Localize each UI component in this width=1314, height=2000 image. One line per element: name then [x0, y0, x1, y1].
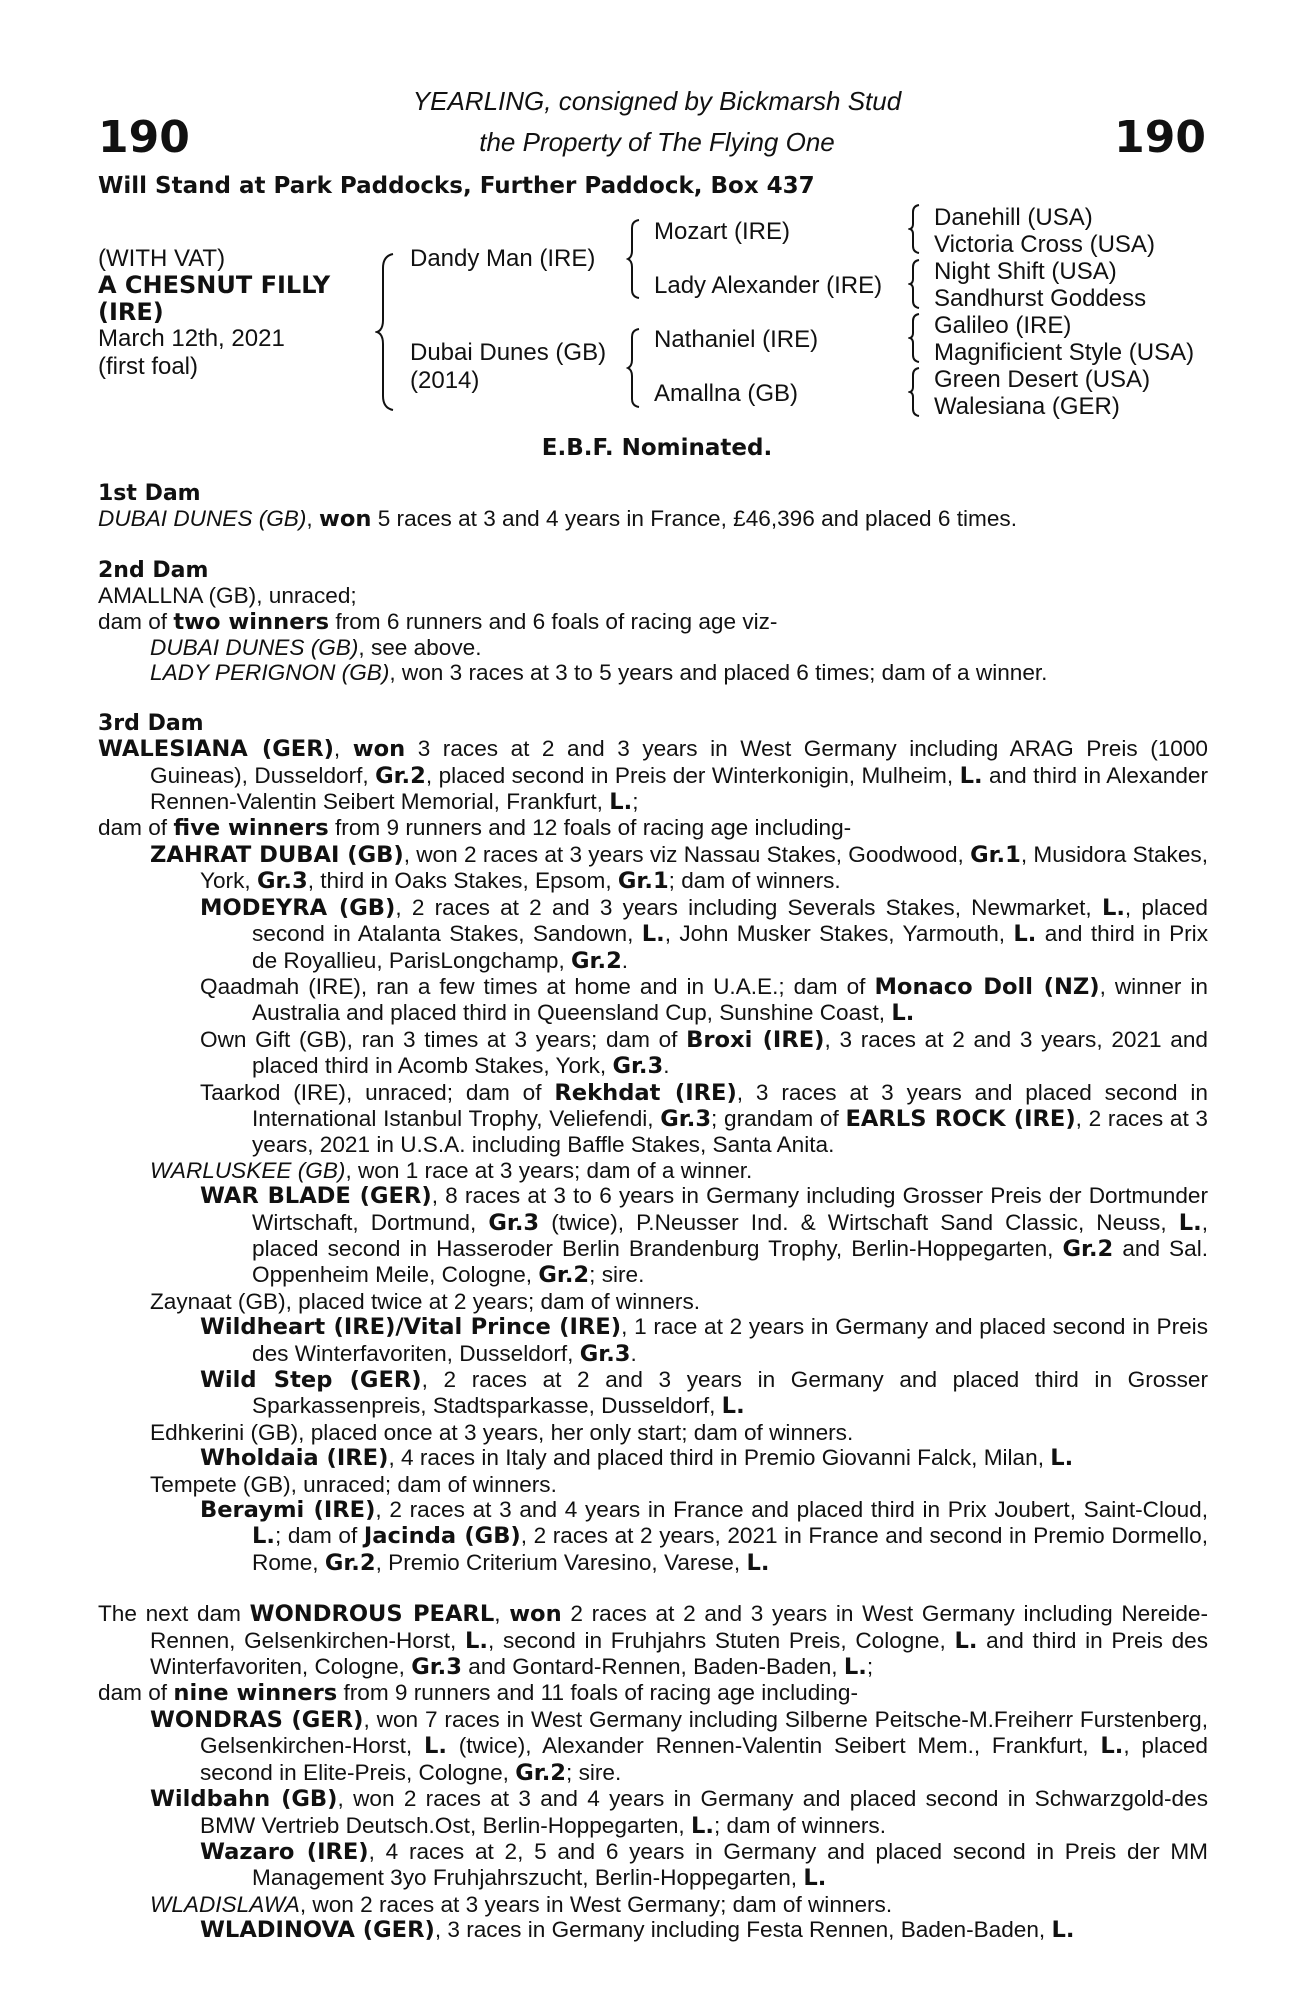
pedigree-sdd: Sandhurst Goddess — [934, 285, 1147, 312]
offspring-wazaro: Wazaro (IRE), 4 races at 2, 5 and 6 years in Germany and placed second in Preis der MM Management 3yo Fruhjahrszucht, Berlin-Hoppegarten, L. — [200, 1838, 1208, 1892]
second-dam-offspring-2: LADY PERIGNON (GB), won 3 races at 3 to 5 years and placed 6 times; dam of a winner. — [150, 660, 1048, 686]
offspring-taarkod: Taarkod (IRE), unraced; dam of Rekhdat (IRE), 3 races at 3 years and placed second in International Istanbul Trophy, Veliefendi, Gr.3; grandam of EARLS ROCK (IRE), 2 races at 3 years, 2021 in U.S.A. including Baffle Stakes, Santa Anita. — [200, 1079, 1208, 1158]
pedigree-brace-sd — [908, 258, 922, 310]
second-dam-offspring-1: DUBAI DUNES (GB), see above. — [150, 635, 482, 661]
third-dam-record: WALESIANA (GER), won 3 races at 2 and 3 years in West Germany including ARAG Preis (1000 Guineas), Dusseldorf, Gr.2, placed second in Preis der Winterkonigin, Mulheim, L. and third in Alexander Rennen-Valentin Seibert Memorial, Frankfurt, L.; — [98, 736, 1208, 816]
second-dam-heading: 2nd Dam — [98, 557, 209, 583]
offspring-wladislawa: WLADISLAWA, won 2 races at 3 years in West Germany; dam of winners. — [150, 1891, 893, 1917]
stand-location: Will Stand at Park Paddocks, Further Paddock, Box 437 — [98, 173, 815, 199]
pedigree-sire: Dandy Man (IRE) — [410, 245, 596, 272]
pedigree-sss: Danehill (USA) — [934, 204, 1093, 231]
lot-number-right: 190 — [1114, 112, 1206, 163]
offspring-wholdaia: Wholdaia (IRE), 4 races in Italy and placed third in Premio Giovanni Falck, Milan, L. — [200, 1445, 1074, 1472]
pedigree-dss: Galileo (IRE) — [934, 312, 1072, 339]
offspring-own-gift: Own Gift (GB), ran 3 times at 3 years; dam of Broxi (IRE), 3 races at 2 and 3 years, 2021 and placed third in Acomb Stakes, York, Gr.3. — [200, 1026, 1208, 1080]
pedigree-dsd: Magnificient Style (USA) — [934, 339, 1195, 366]
pedigree-dam-sire: Nathaniel (IRE) — [654, 326, 819, 353]
offspring-war-blade: WAR BLADE (GER), 8 races at 3 to 6 years in Germany including Grosser Preis der Dortmunder Wirtschaft, Dortmund, Gr.3 (twice), P.Neusser Ind. & Wirtschaft Sand Classic, Neuss, L., placed second in Hasseroder Berlin Brandenburg Trophy, Berlin-Hoppegarten, Gr.2 and Sal. Oppenheim Meile, Cologne, Gr.2; sire. — [200, 1183, 1208, 1289]
offspring-warluskee: WARLUSKEE (GB), won 1 race at 3 years; dam of a winner. — [150, 1157, 753, 1183]
vat-note: (WITH VAT) — [98, 245, 226, 272]
next-dam-record: The next dam WONDROUS PEARL, won 2 races at 2 and 3 years in West Germany including Nereide-Rennen, Gelsenkirchen-Horst, L., second in Fruhjahrs Stuten Preis, Cologne, L. and third in Preis des Winterfavoriten, Cologne, Gr.3 and Gontard-Rennen, Baden-Baden, L.; — [98, 1601, 1209, 1681]
offspring-wild-step: Wild Step (GER), 2 races at 2 and 3 years in Germany and placed third in Grosser Sparkassenpreis, Stadtsparkasse, Dusseldorf, L. — [200, 1367, 1208, 1420]
pedigree-sire-dam: Lady Alexander (IRE) — [654, 272, 883, 299]
pedigree-brace-ds — [908, 312, 922, 364]
pedigree-brace-ss — [908, 203, 922, 255]
pedigree-ddd: Walesiana (GER) — [934, 393, 1120, 420]
offspring-wondras: WONDRAS (GER), won 7 races in West Germany including Silberne Peitsche-M.Freiherr Furstenberg, Gelsenkirchen-Horst, L. (twice), Alexander Rennen-Valentin Seibert Mem., Frankfurt, L., placed second in Elite-Preis, Cologne, Gr.2; sire. — [150, 1706, 1208, 1786]
third-dam-produce-line: dam of five winners from 9 runners and 12 foals of racing age including- — [98, 815, 852, 842]
offspring-wildheart: Wildheart (IRE)/Vital Prince (IRE), 1 race at 2 years in Germany and placed second in Preis des Winterfavoriten, Dusseldorf, Gr.3. — [200, 1314, 1208, 1367]
pedigree-brace-dd — [908, 366, 922, 418]
consignor-line: YEARLING, consigned by Bickmarsh Stud — [412, 86, 902, 116]
won-label: won — [318, 506, 372, 533]
first-dam-heading: 1st Dam — [98, 481, 201, 506]
foal-note: (first foal) — [98, 353, 199, 380]
offspring-wildbahn: Wildbahn (GB), won 2 races at 3 and 4 years in Germany and placed second in Schwarzgold-des BMW Vertrieb Deutsch.Ost, Berlin-Hoppegarten, L.; dam of winners. — [150, 1786, 1208, 1839]
pedigree-dam: Dubai Dunes (GB) — [410, 339, 607, 366]
first-dam-entry: DUBAI DUNES (GB), won 5 races at 3 and 4 years in France, £46,396 and placed 6 times. — [98, 506, 1018, 533]
next-dam-produce-line: dam of nine winners from 9 runners and 11 foals of racing age including- — [98, 1680, 858, 1707]
pedigree-brace-dam — [626, 327, 642, 409]
offspring-qaadmah: Qaadmah (IRE), ran a few times at home and in U.A.E.; dam of Monaco Doll (NZ), winner in Australia and placed third in Queensland Cup, Sunshine Coast, L. — [200, 973, 1208, 1027]
pedigree-dam-year: (2014) — [410, 367, 480, 394]
property-line: the Property of The Flying One — [479, 127, 835, 157]
second-dam-produce-line: dam of two winners from 6 runners and 6 foals of racing age viz- — [98, 608, 778, 635]
winners-count: two winners — [173, 608, 330, 635]
offspring-zaynaat: Zaynaat (GB), placed twice at 2 years; dam of winners. — [150, 1288, 701, 1314]
ebf-nominated: E.B.F. Nominated. — [541, 435, 773, 461]
lot-title-country: (IRE) — [98, 298, 164, 326]
pedigree-dam-dam: Amallna (GB) — [654, 380, 799, 407]
pedigree-brace-main — [375, 252, 397, 412]
offspring-edhkerini: Edhkerini (GB), placed once at 3 years, her only start; dam of winners. — [150, 1419, 854, 1445]
lot-number-left: 190 — [98, 112, 190, 163]
third-dam-heading: 3rd Dam — [98, 710, 204, 736]
catalogue-body — [98, 481, 1208, 1944]
pedigree-dds: Green Desert (USA) — [934, 366, 1151, 393]
pedigree-ssd: Victoria Cross (USA) — [934, 231, 1155, 258]
offspring-beraymi: Beraymi (IRE), 2 races at 3 and 4 years in France and placed third in Prix Joubert, Saint-Cloud, L.; dam of Jacinda (GB), 2 races at 2 years, 2021 in France and second in Premio Dormello, Rome, Gr.2, Premio Criterium Varesino, Varese, L. — [200, 1497, 1208, 1576]
lot-title: A CHESNUT FILLY — [98, 271, 331, 299]
offspring-wladinova: WLADINOVA (GER), 3 races in Germany including Festa Rennen, Baden-Baden, L. — [200, 1917, 1075, 1944]
pedigree-sire-sire: Mozart (IRE) — [654, 218, 791, 245]
foaling-date: March 12th, 2021 — [98, 325, 285, 352]
pedigree-sds: Night Shift (USA) — [934, 258, 1117, 285]
offspring-tempete: Tempete (GB), unraced; dam of winners. — [150, 1471, 557, 1497]
second-dam-name-line: AMALLNA (GB), unraced; — [98, 583, 357, 609]
offspring-zahrat-dubai: ZAHRAT DUBAI (GB), won 2 races at 3 years viz Nassau Stakes, Goodwood, Gr.1, Musidora Stakes, York, Gr.3, third in Oaks Stakes, Epsom, Gr.1; dam of winners. — [150, 841, 1208, 895]
first-dam-text: 5 races at 3 and 4 years in France, £46,396 and placed 6 times. — [371, 506, 1018, 532]
offspring-modeyra: MODEYRA (GB), 2 races at 2 and 3 years including Severals Stakes, Newmarket, L., placed second in Atalanta Stakes, Sandown, L., John Musker Stakes, Yarmouth, L. and third in Prix de Royallieu, ParisLongchamp, Gr.2. — [200, 894, 1208, 974]
first-dam-name: DUBAI DUNES (GB) — [98, 506, 307, 532]
pedigree-brace-sire — [626, 218, 642, 300]
